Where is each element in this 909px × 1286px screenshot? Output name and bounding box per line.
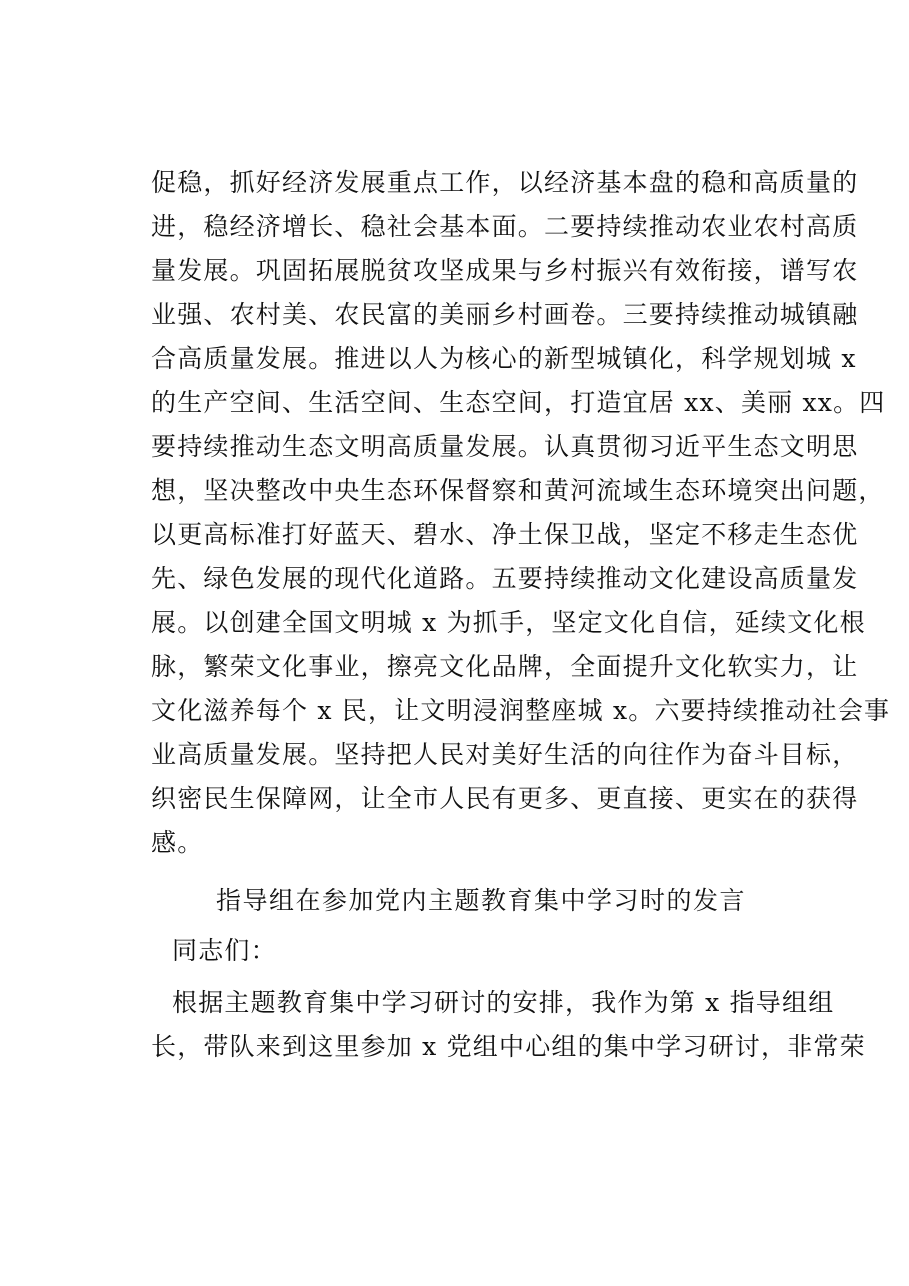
body-text-line: 业强、农村美、农民富的美丽乡村画卷。三要持续推动城镇融 (151, 300, 859, 329)
body-text-line: 以更高标准打好蓝天、碧水、净土保卫战，坚定不移走生态优 (151, 520, 859, 549)
body-text-line: 长，带队来到这里参加 x 党组中心组的集中学习研讨，非常荣 (151, 1032, 866, 1061)
body-text-line: 展。以创建全国文明城 x 为抓手，坚定文化自信，延续文化根 (151, 608, 866, 637)
body-text-line: 合高质量发展。推进以人为核心的新型城镇化，科学规划城 x (151, 344, 857, 373)
body-text-line: 的生产空间、生活空间、生态空间，打造宜居 xx、美丽 xx。四 (151, 388, 886, 417)
body-text-line: 业高质量发展。坚持把人民对美好生活的向往作为奋斗目标， (151, 740, 859, 769)
body-text-line: 脉，繁荣文化事业，擦亮文化品牌，全面提升文化软实力，让 (151, 652, 859, 681)
body-text-line: 进，稳经济增长、稳社会基本面。二要持续推动农业农村高质 (151, 212, 859, 241)
body-text-line: 量发展。巩固拓展脱贫攻坚成果与乡村振兴有效衔接，谱写农 (151, 256, 859, 285)
body-text-line: 要持续推动生态文明高质量发展。认真贯彻习近平生态文明思 (151, 432, 859, 461)
body-text-line: 促稳，抓好经济发展重点工作，以经济基本盘的稳和高质量的 (151, 168, 859, 197)
salutation: 同志们： (172, 936, 277, 965)
body-text-line: 文化滋养每个 x 民，让文明浸润整座城 x。六要持续推动社会事 (151, 696, 891, 725)
body-text-line: 根据主题教育集中学习研讨的安排，我作为第 x 指导组组 (172, 988, 835, 1017)
body-text-line: 先、绿色发展的现代化道路。五要持续推动文化建设高质量发 (151, 564, 859, 593)
document-title: 指导组在参加党内主题教育集中学习时的发言 (215, 886, 746, 915)
body-text-line: 织密民生保障网，让全市人民有更多、更直接、更实在的获得 (151, 784, 859, 813)
body-text-line: 想，坚决整改中央生态环保督察和黄河流域生态环境突出问题， (151, 476, 885, 505)
body-text-line: 感。 (151, 828, 204, 857)
